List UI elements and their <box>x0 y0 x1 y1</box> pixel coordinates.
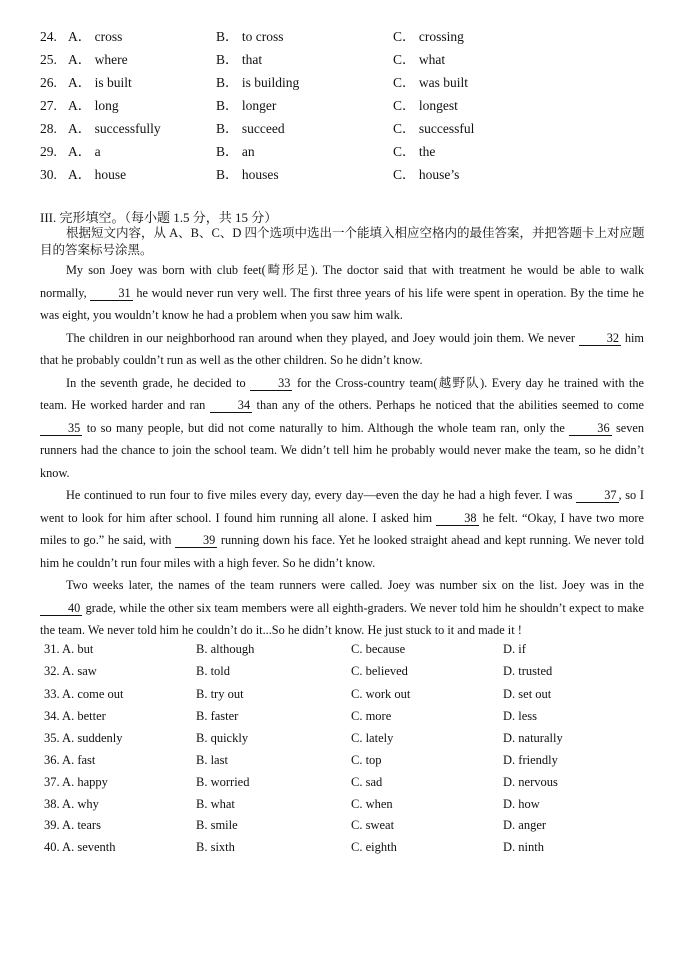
option-row-39 <box>44 814 644 836</box>
blank-34: 34 <box>210 398 252 413</box>
passage-paragraph-1 <box>40 259 644 327</box>
option-b: B. told <box>196 664 231 678</box>
option-row-35 <box>44 727 644 749</box>
option-b: B． longer <box>216 98 277 113</box>
question-row-26 <box>40 72 660 94</box>
passage-text: he would never run very well. The first three years of his life were spent in operation. By the time he was eight, you wouldn’t know he had a problem when you saw him walk. <box>40 285 644 322</box>
option-a: 39. A. tears <box>44 818 101 832</box>
option-a: A． house <box>68 167 127 182</box>
option-b: B. worried <box>196 775 250 789</box>
option-c: C. when <box>351 797 393 811</box>
option-c: C. top <box>351 753 382 767</box>
option-row-36 <box>44 749 644 771</box>
blank-32: 32 <box>579 331 621 346</box>
blank-33: 33 <box>250 376 292 391</box>
option-d: D. set out <box>503 687 552 701</box>
option-d: D. nervous <box>503 775 558 789</box>
option-c: C． was built <box>393 75 469 90</box>
passage-text: him that he probably couldn’t run as well as the other children. So he didn’t know. <box>40 330 644 367</box>
passage-paragraph-3 <box>40 372 644 485</box>
question-row-24 <box>40 26 660 48</box>
question-row-28 <box>40 118 660 140</box>
blank-38: 38 <box>436 511 478 526</box>
option-a: A． long <box>68 98 119 113</box>
option-a: 35. A. suddenly <box>44 731 123 745</box>
option-a: A． a <box>68 144 101 159</box>
option-row-40 <box>44 836 644 858</box>
option-d: D. if <box>503 642 526 656</box>
passage-paragraph-4 <box>40 484 644 574</box>
option-b: B. what <box>196 797 235 811</box>
option-row-37 <box>44 771 644 793</box>
option-c: C． the <box>393 144 436 159</box>
option-b: B． houses <box>216 167 279 182</box>
passage-text: running down his face. Yet he looked straight ahead and kept running. We never told him he couldn’t run four miles with a high fever. So he didn’t know. <box>40 533 644 570</box>
option-a: 38. A. why <box>44 797 99 811</box>
option-c: C. sweat <box>351 818 395 832</box>
option-c: C. eighth <box>351 840 397 854</box>
option-b: B. quickly <box>196 731 249 745</box>
option-a: A． cross <box>68 29 123 44</box>
blank-37: 37 <box>576 488 618 503</box>
option-d: D. friendly <box>503 753 558 767</box>
option-d: D. how <box>503 797 540 811</box>
option-c: C． successful <box>393 121 475 136</box>
option-a: 34. A. better <box>44 709 106 723</box>
option-b: B． succeed <box>216 121 285 136</box>
option-c: C． what <box>393 52 446 67</box>
passage-text: he felt. “Okay, I have two more miles to go.” he said, with <box>40 510 644 547</box>
question-number: 27. <box>40 98 57 113</box>
blank-36: 36 <box>569 421 611 436</box>
option-c: C． house’s <box>393 167 460 182</box>
option-c: C. lately <box>351 731 394 745</box>
option-d: D. anger <box>503 818 547 832</box>
option-a: A． is built <box>68 75 132 90</box>
question-number: 24. <box>40 29 57 44</box>
question-row-30 <box>40 164 660 186</box>
option-a: 37. A. happy <box>44 775 108 789</box>
option-b: B. sixth <box>196 840 235 854</box>
passage-text: grade, while the other six team members were all eighth-graders. We never told him he shouldn’t expect to make the team. We never told him he couldn’t do it...So he didn’t know. He just stuck to it and made it ! <box>40 600 644 637</box>
blank-31: 31 <box>90 286 132 301</box>
option-a: A． where <box>68 52 128 67</box>
option-b: B. last <box>196 753 228 767</box>
option-row-38 <box>44 793 644 815</box>
question-number: 25. <box>40 52 57 67</box>
question-row-25 <box>40 49 660 71</box>
blank-40: 40 <box>40 601 82 616</box>
option-c: C. believed <box>351 664 408 678</box>
option-row-34 <box>44 705 644 727</box>
option-c: C． longest <box>393 98 458 113</box>
section-instruction: 根据短文内容，从 A、B、C、D 四个选项中选出一个能填入相应空格内的最佳答案，并把答题卡上对应题目的答案标号涂黑。 <box>40 226 645 257</box>
option-d: D. trusted <box>503 664 553 678</box>
option-b: B. try out <box>196 687 244 701</box>
cloze-passage <box>40 259 644 642</box>
passage-text: Two weeks later, the names of the team runners were called. Joey was number six on the list. Joey was in the <box>66 578 644 592</box>
question-row-29 <box>40 141 660 163</box>
passage-text: seven runners had the chance to join the school team. We didn’t tell him he probably would never make the team, so he didn’t know. <box>40 420 644 480</box>
blank-35: 35 <box>40 421 82 436</box>
option-a: A． successfully <box>68 121 161 136</box>
option-d: D. less <box>503 709 538 723</box>
option-a: 31. A. but <box>44 642 94 656</box>
option-b: B． to cross <box>216 29 284 44</box>
option-a: 36. A. fast <box>44 753 96 767</box>
option-b: B． an <box>216 144 255 159</box>
option-c: C. because <box>351 642 406 656</box>
passage-text: He continued to run four to five miles every day, every day—even the day he had a high fever. I was <box>66 488 577 502</box>
option-b: B． that <box>216 52 263 67</box>
passage-text: In the seventh grade, he decided to <box>66 375 251 390</box>
option-a: 33. A. come out <box>44 687 124 701</box>
question-number: 29. <box>40 144 57 159</box>
passage-text: , so I went to look for him after school. I found him running all alone. I asked him <box>40 488 644 525</box>
option-row-32 <box>44 660 644 682</box>
passage-text: for the Cross-country team(越野队). Every day he trained with the team. He worked harder and ran <box>40 375 645 412</box>
option-c: C. sad <box>351 775 383 789</box>
option-c: C. work out <box>351 687 411 701</box>
passage-paragraph-5 <box>40 574 644 642</box>
option-d: D. ninth <box>503 840 544 854</box>
passage-text: to so many people, but did not come naturally to him. Although the whole team ran, only the <box>82 420 570 435</box>
option-b: B. faster <box>196 709 239 723</box>
question-number: 28. <box>40 121 57 136</box>
option-b: B. although <box>196 642 255 656</box>
blank-39: 39 <box>175 533 217 548</box>
option-row-33 <box>44 683 644 705</box>
option-a: 40. A. seventh <box>44 840 116 854</box>
question-row-27 <box>40 95 660 117</box>
option-c: C. more <box>351 709 392 723</box>
option-a: 32. A. saw <box>44 664 97 678</box>
option-b: B. smile <box>196 818 238 832</box>
question-number: 30. <box>40 167 57 182</box>
passage-text: The children in our neighborhood ran around when they played, and Joey would join them. We never <box>66 330 579 345</box>
option-b: B． is building <box>216 75 300 90</box>
passage-text: My son Joey was born with club feet(畸形足). The doctor said that with treatment he would be able to walk normally, <box>40 263 644 300</box>
option-row-31 <box>44 638 644 660</box>
passage-text: than any of the others. Perhaps he noticed that the abilities seemed to come <box>252 398 644 412</box>
question-number: 26. <box>40 75 57 90</box>
section-title: III. 完形填空。（每小题 1.5 分，共 15 分） <box>40 210 278 225</box>
passage-paragraph-2 <box>40 327 644 372</box>
option-c: C． crossing <box>393 29 464 44</box>
option-d: D. naturally <box>503 731 563 745</box>
